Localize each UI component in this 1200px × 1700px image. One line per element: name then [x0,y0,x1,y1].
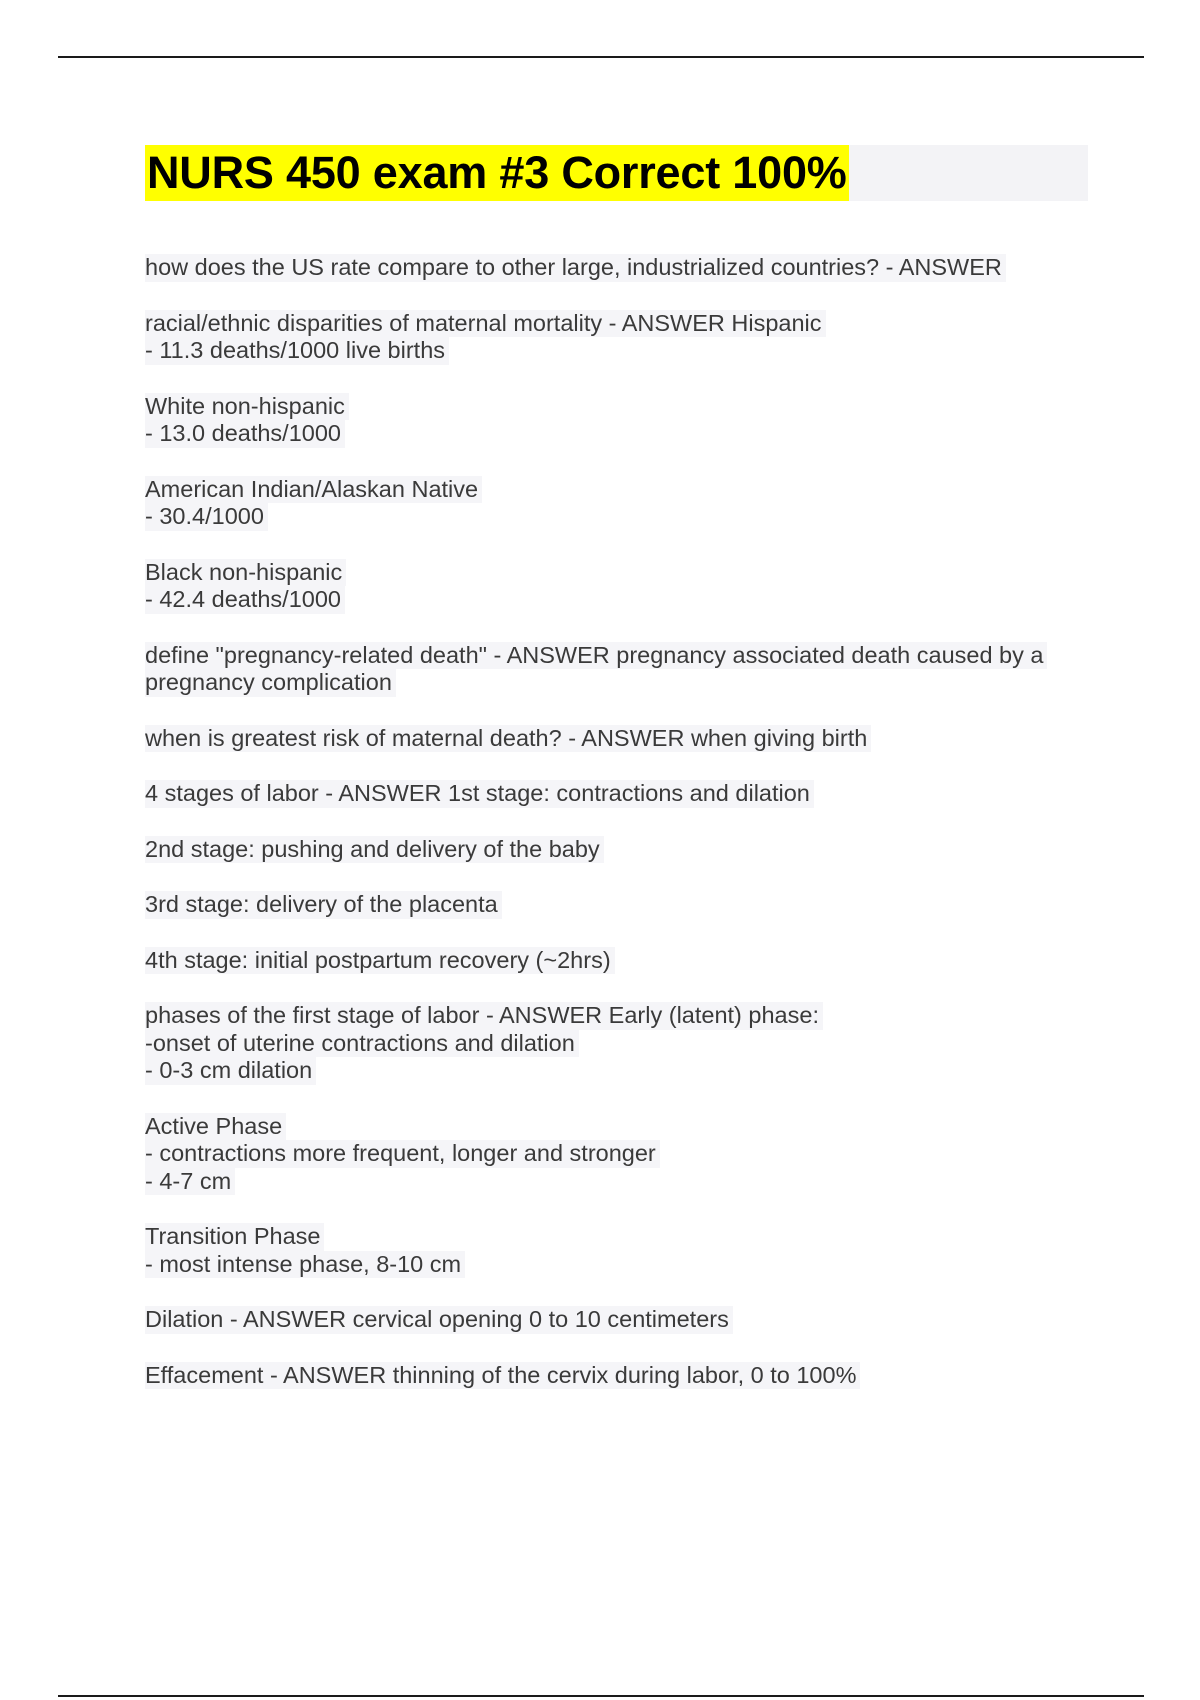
text-line: - contractions more frequent, longer and stronger [145,1140,660,1168]
text-line: - most intense phase, 8-10 cm [145,1251,465,1279]
document-body [145,254,1085,1417]
text-line: how does the US rate compare to other large, industrialized countries? - ANSWER [145,254,1006,282]
text-line: 4 stages of labor - ANSWER 1st stage: contractions and dilation [145,780,814,808]
qa-paragraph [145,1362,1085,1390]
qa-paragraph [145,393,1085,448]
qa-paragraph [145,1002,1085,1085]
text-line: Transition Phase [145,1223,324,1251]
qa-paragraph [145,836,1085,864]
qa-paragraph [145,476,1085,531]
text-line: - 30.4/1000 [145,503,268,531]
text-line: 2nd stage: pushing and delivery of the baby [145,836,604,864]
text-line: when is greatest risk of maternal death? - ANSWER when giving birth [145,725,871,753]
text-line: 4th stage: initial postpartum recovery (~2hrs) [145,947,615,975]
text-line: Active Phase [145,1113,286,1141]
qa-paragraph [145,642,1085,697]
bottom-rule [58,1695,1144,1697]
qa-paragraph [145,780,1085,808]
qa-paragraph [145,1223,1085,1278]
top-rule [58,56,1144,58]
qa-paragraph [145,1113,1085,1196]
text-line: define "pregnancy-related death" - ANSWER pregnancy associated death caused by a [145,642,1047,670]
qa-paragraph [145,891,1085,919]
text-line: phases of the first stage of labor - ANSWER Early (latent) phase: [145,1002,823,1030]
qa-paragraph [145,559,1085,614]
qa-paragraph [145,725,1085,753]
text-line: - 11.3 deaths/1000 live births [145,337,449,365]
text-line: -onset of uterine contractions and dilation [145,1030,579,1058]
qa-paragraph [145,254,1085,282]
document-title: NURS 450 exam #3 Correct 100% [145,145,849,201]
text-line: racial/ethnic disparities of maternal mortality - ANSWER Hispanic [145,310,826,338]
text-line: - 4-7 cm [145,1168,235,1196]
text-line: - 42.4 deaths/1000 [145,586,345,614]
text-line: Dilation - ANSWER cervical opening 0 to 10 centimeters [145,1306,733,1334]
text-line: 3rd stage: delivery of the placenta [145,891,502,919]
qa-paragraph [145,310,1085,365]
qa-paragraph [145,947,1085,975]
text-line: - 0-3 cm dilation [145,1057,316,1085]
text-line: Effacement - ANSWER thinning of the cervix during labor, 0 to 100% [145,1362,860,1390]
text-line: American Indian/Alaskan Native [145,476,482,504]
text-line: Black non-hispanic [145,559,346,587]
text-line: pregnancy complication [145,669,396,697]
text-line: - 13.0 deaths/1000 [145,420,345,448]
qa-paragraph [145,1306,1085,1334]
text-line: White non-hispanic [145,393,349,421]
